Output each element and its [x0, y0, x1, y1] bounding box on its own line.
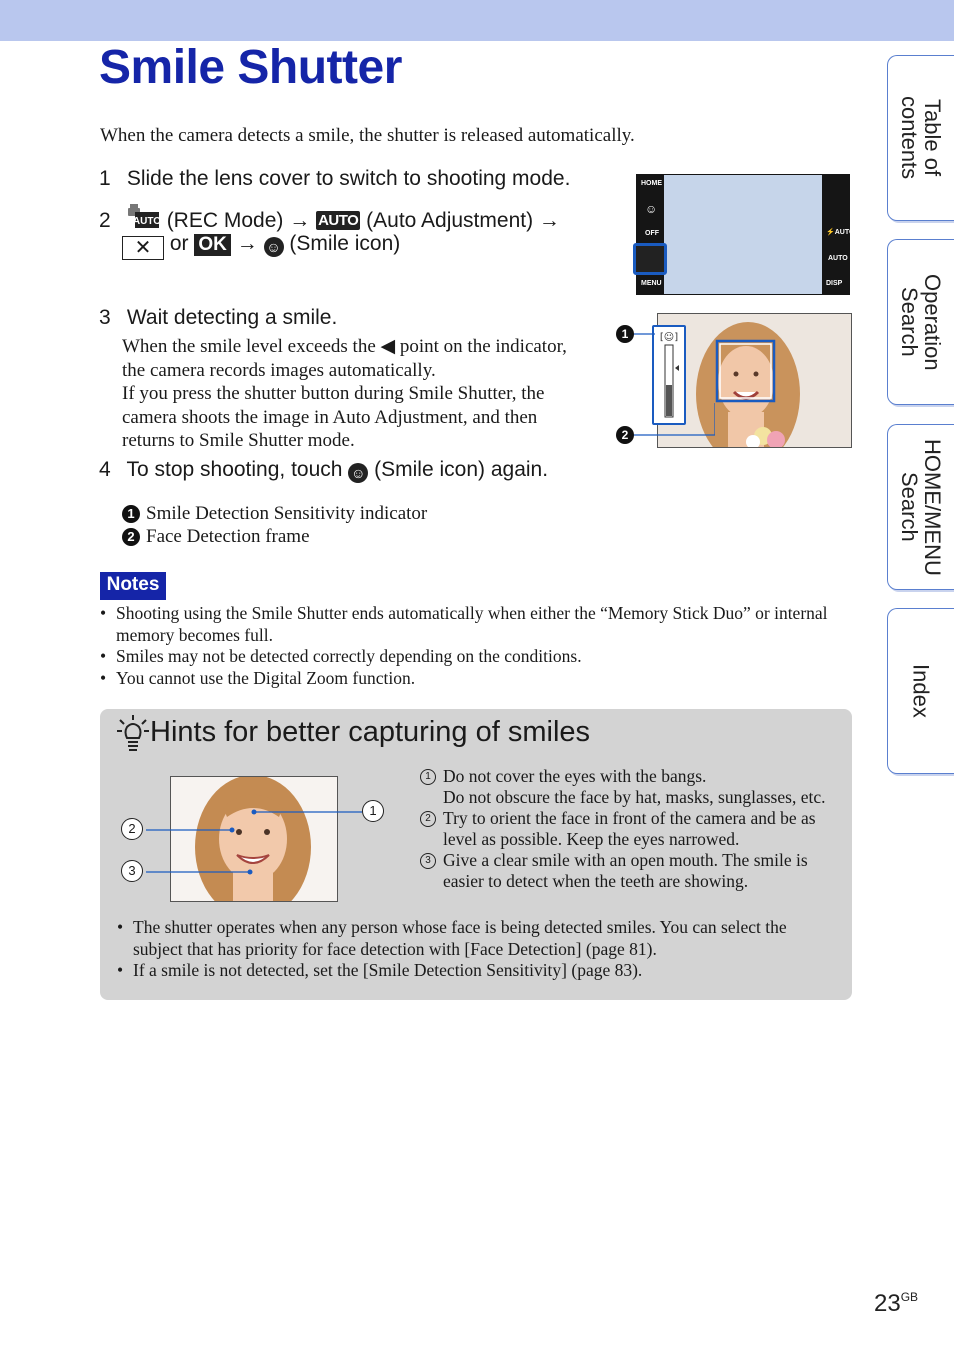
notes-badge: Notes [100, 572, 166, 600]
camera-screen-area [664, 175, 822, 294]
callout-1: 1 [616, 325, 634, 343]
page-number-value: 23 [874, 1290, 901, 1317]
step-2 [99, 202, 560, 236]
hint-item [420, 808, 840, 850]
page-title: Smile Shutter [99, 41, 402, 94]
ok-icon: OK [194, 234, 231, 256]
menu-label: MENU [641, 280, 662, 287]
step-text: (Smile icon) again. [374, 458, 549, 481]
hint-line: level as possible. Keep the eyes narrowed. [443, 829, 740, 849]
step-text: To stop shooting, touch [126, 458, 343, 481]
hint-number: 1 [420, 769, 436, 785]
hint-callout-lines [140, 800, 370, 880]
flash-auto-label: ⚡AUTO [826, 229, 855, 236]
hint-bullets [117, 917, 817, 982]
tab-label: Index [908, 664, 934, 718]
arrow: → [289, 209, 311, 232]
top-banner [0, 0, 954, 41]
smile-icon: ☺ [264, 237, 284, 257]
hint-number: 2 [420, 811, 436, 827]
step-number: 1 [99, 167, 111, 190]
arrow: → [538, 209, 560, 232]
hint-item [420, 766, 840, 808]
hint-item [420, 850, 840, 892]
home-label: HOME [641, 180, 662, 187]
callout-2: 2 [616, 426, 634, 444]
legend-item-1 [122, 503, 427, 525]
desc-line: If you press the shutter button during Smile Shutter, the [122, 383, 545, 404]
auto-adjustment-label: (Auto Adjustment) [366, 209, 534, 232]
svg-text:[☺]: [☺] [659, 332, 679, 343]
lightbulb-icon [116, 714, 150, 757]
or-text: or [169, 232, 189, 255]
desc-line: When the smile level exceeds the ◀ point on the indicator, [122, 336, 567, 357]
rec-mode-label: (REC Mode) [166, 209, 284, 232]
callout-number: 2 [122, 528, 140, 546]
hint-bullet: • The shutter operates when any person whose face is being detected smiles. You can select the subject that has priority for face detection with [Face Detection] (page 81). [117, 917, 817, 960]
hint-callout-3: 3 [121, 860, 143, 882]
hint-line: Do not obscure the face by hat, masks, sunglasses, etc. [443, 787, 826, 807]
page-number [874, 1290, 918, 1318]
arrow: → [236, 232, 258, 255]
note-item: • Shooting using the Smile Shutter ends automatically when either the “Memory Stick Duo” or internal memory becomes full. [100, 603, 840, 646]
hint-callout-1: 1 [362, 800, 384, 822]
step-number: 4 [99, 458, 111, 481]
tab-label: Operation Search [897, 273, 945, 371]
auto-adjustment-icon: AUTO [318, 212, 359, 229]
page-suffix: GB [900, 1290, 919, 1304]
camera-menu-screenshot [636, 174, 855, 295]
step-number: 2 [99, 209, 111, 232]
disp-label: DISP [826, 280, 843, 287]
legend-item-2 [122, 526, 310, 548]
notes-list [100, 603, 840, 689]
smile-icon: ☺ [645, 202, 658, 216]
step-number: 3 [99, 306, 111, 329]
close-x-icon: ✕ [122, 236, 164, 260]
smile-icon: ☺ [348, 463, 368, 483]
tab-label: Table of contents [897, 96, 945, 180]
desc-line: camera shoots the image in Auto Adjustment, and then [122, 406, 538, 428]
smile-icon-label: (Smile icon) [289, 232, 401, 255]
tab-label: HOME/MENU Search [897, 438, 945, 576]
step-2-continued [122, 232, 400, 260]
rec-mode-camera-icon [127, 202, 161, 236]
tab-table-of-contents[interactable] [887, 55, 954, 221]
svg-text:AUTO: AUTO [132, 216, 161, 227]
legend-label: Smile Detection Sensitivity indicator [146, 503, 428, 524]
desc-line: returns to Smile Shutter mode. [122, 430, 355, 451]
step-3-description [122, 335, 567, 453]
tab-index[interactable] [887, 608, 954, 774]
step-4 [99, 458, 548, 483]
hints-title: Hints for better capturing of smiles [150, 716, 591, 748]
step-3 [99, 306, 337, 330]
macro-auto-label: AUTO [828, 255, 848, 262]
legend-label: Face Detection frame [146, 526, 310, 547]
self-timer-off-label: OFF [645, 230, 659, 237]
hint-number: 3 [420, 853, 436, 869]
hint-line: Try to orient the face in front of the camera and be as [443, 808, 816, 828]
hint-callout-2: 2 [121, 818, 143, 840]
callout-number: 1 [122, 505, 140, 523]
step-text: Slide the lens cover to switch to shooting mode. [126, 167, 571, 190]
intro-text: When the camera detects a smile, the shutter is released automatically. [100, 125, 635, 146]
hint-bullet: • If a smile is not detected, set the [Smile Detection Sensitivity] (page 83). [117, 960, 817, 982]
tab-operation-search[interactable] [887, 239, 954, 405]
selected-rec-mode-icon [633, 243, 667, 275]
step-1 [99, 167, 570, 191]
hint-line: Do not cover the eyes with the bangs. [443, 766, 707, 786]
note-item: • Smiles may not be detected correctly depending on the conditions. [100, 646, 840, 668]
hint-items [420, 766, 840, 892]
hint-line: easier to detect when the teeth are showing. [443, 871, 749, 891]
note-item: • You cannot use the Digital Zoom function. [100, 668, 840, 690]
hint-line: Give a clear smile with an open mouth. The smile is [443, 850, 808, 870]
desc-line: the camera records images automatically. [122, 359, 436, 381]
tab-home-menu-search[interactable] [887, 424, 954, 590]
step-text: Wait detecting a smile. [126, 306, 338, 329]
